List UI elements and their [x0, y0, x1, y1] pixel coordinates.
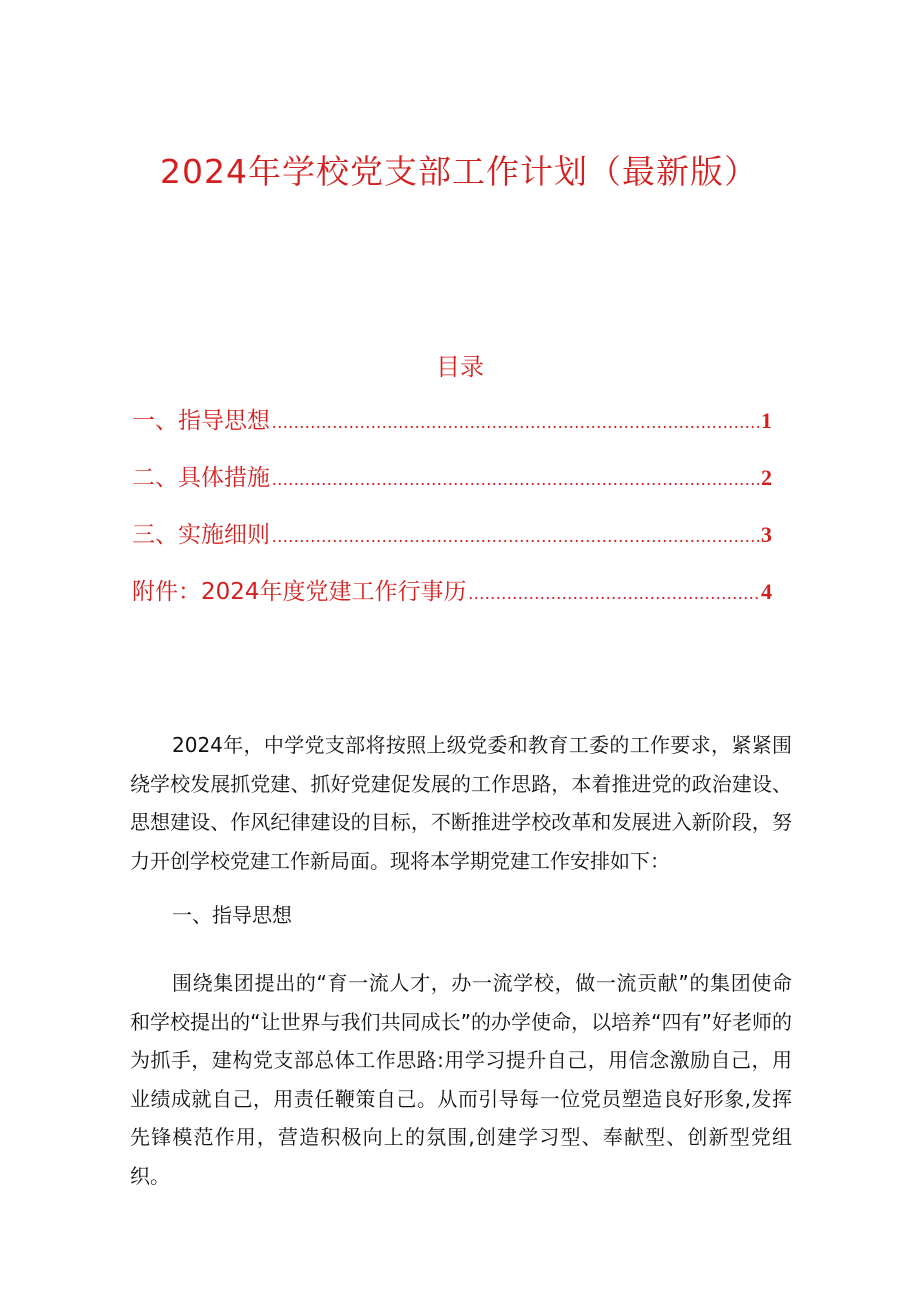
toc-entry-page: 4 — [761, 579, 772, 604]
intro-paragraph: 2024年，中学党支部将按照上级党委和教育工委的工作要求，紧紧围绕学校发展抓党建、抓好党建促发展的工作思路，本着推进党的政治建设、思想建设、作风纪律建设的目标，不断推进学校改革和发展进入新阶段，努力开创学校党建工作新局面。现将本学期党建工作安排如下： — [130, 733, 792, 873]
toc-entry-specific-measures[interactable] — [132, 459, 772, 516]
toc-leader-dots — [272, 412, 759, 433]
toc-entry-label: 附件：2024年度党建工作行事历 — [132, 579, 467, 605]
toc-heading: 目录 — [436, 353, 484, 381]
guiding-ideology-paragraph: 围绕集团提出的“育一流人才，办一流学校，做一流贡献”的集团使命和学校提出的“让世界与我们共同成长”的办学使命，以培养“四有”好老师的为抓手，建构党支部总体工作思路:用学习提升自己，用信念激励自己，用业绩成就自己，用责任鞭策自己。从而引导每一位党员塑造良好形象,发挥先锋模范作用，营造积极向上的氛围,创建学习型、奉献型、创新型党组织。 — [130, 971, 792, 1188]
document-title: 2024年学校党支部工作计划（最新版） — [160, 152, 758, 191]
table-of-contents — [132, 402, 772, 630]
toc-entry-label: 二、具体措施 — [132, 465, 270, 491]
toc-entry-guiding-ideology[interactable] — [132, 402, 772, 459]
toc-entry-page: 1 — [761, 408, 772, 433]
toc-entry-label: 一、指导思想 — [132, 408, 270, 434]
toc-leader-dots — [272, 469, 759, 490]
toc-entry-page: 2 — [761, 465, 772, 490]
toc-leader-dots — [272, 526, 759, 547]
section-heading-guiding-ideology: 一、指导思想 — [172, 903, 292, 927]
toc-entry-implementation-rules[interactable] — [132, 516, 772, 573]
toc-entry-page: 3 — [761, 522, 772, 547]
toc-entry-label: 三、实施细则 — [132, 522, 270, 548]
toc-leader-dots — [469, 583, 759, 604]
toc-entry-appendix-calendar[interactable] — [132, 573, 772, 630]
